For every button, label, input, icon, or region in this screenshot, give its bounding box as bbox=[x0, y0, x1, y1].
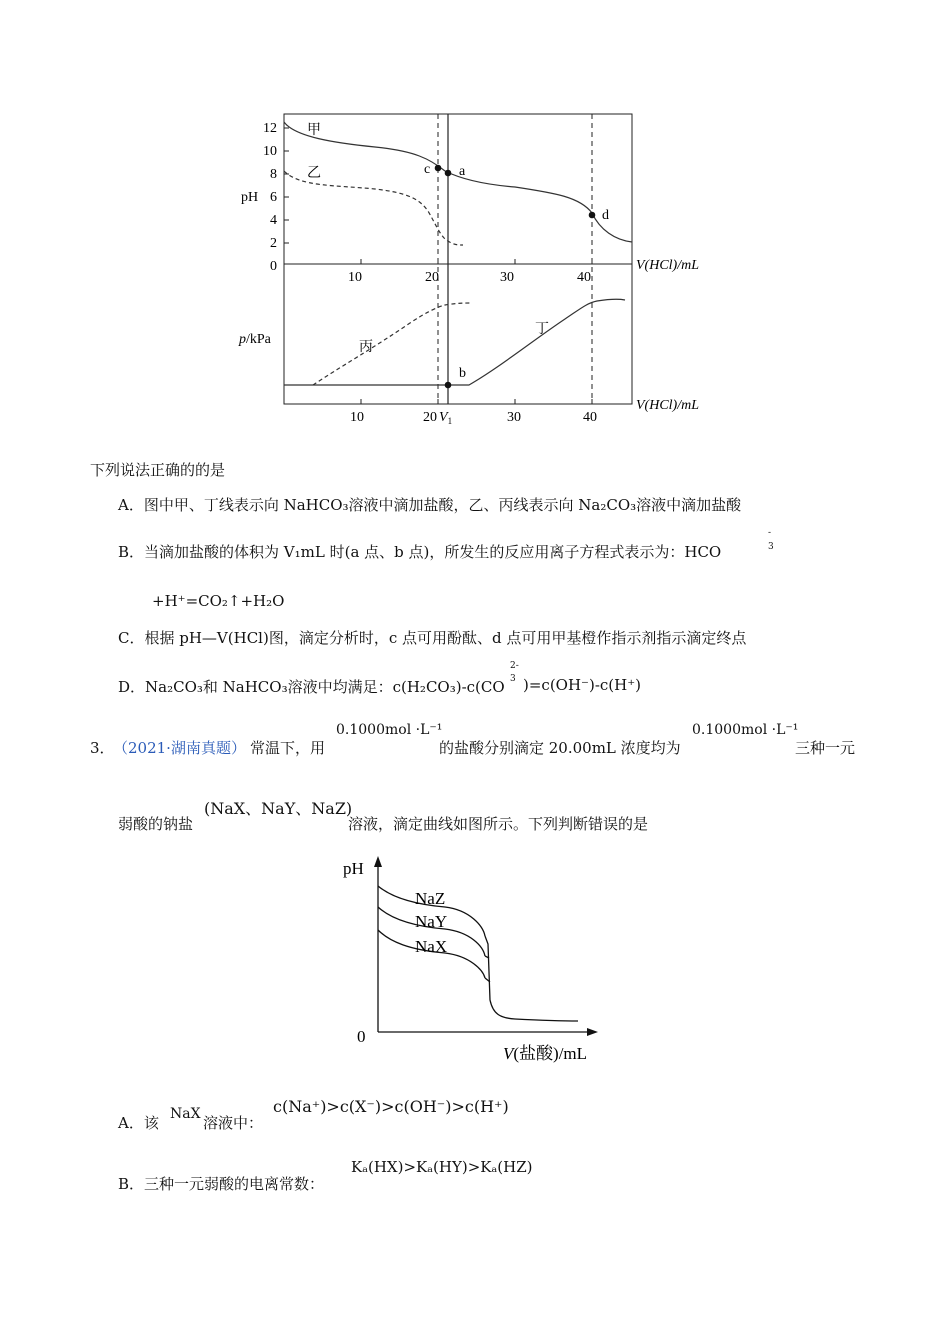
q2-option-c: C．根据 pH—V(HCl)图，滴定分析时，c 点可用酚酞、d 点可用甲基橙作指示剂指示滴定终点 bbox=[118, 629, 747, 647]
y-axis-arrow bbox=[374, 856, 382, 867]
q3-option-a-suffix: 溶液中： bbox=[203, 1114, 264, 1132]
curve-jia bbox=[284, 122, 632, 242]
y-tick: 8 bbox=[270, 167, 277, 182]
x-tick: 20 bbox=[423, 410, 437, 425]
y-axis-label: pH bbox=[343, 859, 364, 878]
x-tick: 30 bbox=[500, 270, 514, 285]
curve-bing bbox=[313, 303, 471, 385]
point-c-marker bbox=[435, 165, 442, 172]
q2-stem: 下列说法正确的的是 bbox=[90, 461, 226, 479]
curve-label-nay: NaY bbox=[415, 912, 448, 931]
v1-label: $V_1$ bbox=[439, 410, 453, 426]
curve-label-ding: 丁 bbox=[535, 322, 549, 337]
x-axis-label-bottom: V(HCl)/mL bbox=[636, 398, 699, 413]
y-axis-label-pressure: p/kPa bbox=[239, 332, 271, 347]
curve-label-yi: 乙 bbox=[307, 166, 321, 181]
co3-subscript: 3 bbox=[510, 674, 516, 684]
q2-option-d-main: D．Na₂CO₃和 NaHCO₃溶液中均满足：c(H₂CO₃)-c(CO bbox=[118, 678, 505, 696]
point-c-label: c bbox=[424, 162, 431, 177]
q2-option-b-line2: +H⁺=CO₂↑+H₂O bbox=[152, 592, 285, 610]
q3-text-c: 三种一元 bbox=[795, 739, 856, 757]
q3-conc2: 0.1000mol ·L⁻¹ bbox=[692, 722, 799, 738]
hco3-subscript: 3 bbox=[768, 542, 774, 552]
q2-option-b bbox=[118, 541, 721, 562]
q3-text-b: 的盐酸分别滴定 20.00mL 浓度均为 bbox=[439, 739, 681, 757]
q3-text-a: 常温下，用 bbox=[250, 739, 326, 757]
point-a-marker bbox=[445, 170, 452, 177]
q2-option-a: A．图中甲、丁线表示向 NaHCO₃溶液中滴加盐酸，乙、丙线表示向 Na₂CO₃溶液中滴加盐酸 bbox=[118, 496, 742, 514]
co3-charge: 2- bbox=[510, 661, 519, 671]
q3-line2-b: 溶液，滴定曲线如图所示。下列判断错误的是 bbox=[348, 815, 649, 833]
q2-option-d-tail: )=c(OH⁻)-c(H⁺) bbox=[523, 676, 641, 694]
origin-label: 0 bbox=[357, 1027, 366, 1046]
point-a-label: a bbox=[459, 164, 466, 179]
x-tick: 30 bbox=[507, 410, 521, 425]
curve-yi bbox=[284, 171, 463, 245]
bottom-panel-frame bbox=[284, 264, 632, 404]
q3-source: （2021·湖南真题） bbox=[113, 739, 246, 757]
x-axis-label-top: V(HCl)/mL bbox=[636, 258, 699, 273]
x-axis-label: V(盐酸)/mL bbox=[503, 1044, 588, 1063]
q3-option-a-formula: c(Na⁺)>c(X⁻)>c(OH⁻)>c(H⁺) bbox=[273, 1097, 509, 1116]
top-panel-frame bbox=[284, 114, 632, 264]
q2-option-b-text: B．当滴加盐酸的体积为 V₁mL 时(a 点、b 点)，所发生的反应用离子方程式表示为：HCO bbox=[118, 543, 722, 561]
q2-option-d bbox=[118, 676, 505, 697]
x-axis-arrow bbox=[587, 1028, 598, 1036]
y-tick: 4 bbox=[270, 213, 277, 228]
curve-label-naz: NaZ bbox=[415, 889, 446, 908]
q3-line2-a: 弱酸的钠盐 bbox=[118, 815, 194, 833]
y-tick: 12 bbox=[263, 121, 277, 136]
x-tick: 10 bbox=[348, 270, 362, 285]
q3-salts: (NaX、NaY、NaZ) bbox=[204, 799, 353, 818]
y-tick: 10 bbox=[263, 144, 277, 159]
q3-option-b-formula: Kₐ(HX)>Kₐ(HY)>Kₐ(HZ) bbox=[351, 1158, 533, 1176]
q3-conc1: 0.1000mol ·L⁻¹ bbox=[336, 722, 443, 738]
q3-option-a-prefix: A．该 bbox=[118, 1114, 159, 1132]
q3-option-b-prefix: B．三种一元弱酸的电离常数： bbox=[118, 1175, 325, 1193]
q3-number: 3． bbox=[90, 739, 115, 757]
x-tick: 40 bbox=[583, 410, 597, 425]
x-tick: 20 bbox=[425, 270, 439, 285]
curve-label-nax: NaX bbox=[415, 937, 448, 956]
q3-option-a-salt: NaX bbox=[170, 1106, 201, 1122]
point-d-marker bbox=[589, 212, 596, 219]
point-d-label: d bbox=[602, 208, 609, 223]
y-tick: 2 bbox=[270, 236, 277, 251]
y-tick: 6 bbox=[270, 190, 277, 205]
y-tick: 0 bbox=[270, 259, 277, 274]
x-tick: 10 bbox=[350, 410, 364, 425]
titration-figure-2 bbox=[335, 852, 625, 1067]
point-b-marker bbox=[445, 382, 452, 389]
curve-label-bing: 丙 bbox=[359, 340, 373, 355]
point-b-label: b bbox=[459, 366, 466, 381]
titration-figure-1 bbox=[225, 105, 725, 435]
x-tick: 40 bbox=[577, 270, 591, 285]
curve-label-jia: 甲 bbox=[307, 123, 321, 138]
curve-ding bbox=[284, 299, 625, 385]
hco3-charge: - bbox=[768, 528, 772, 538]
curve-common-drop bbox=[485, 936, 578, 1021]
y-axis-label-pH: pH bbox=[241, 190, 259, 205]
